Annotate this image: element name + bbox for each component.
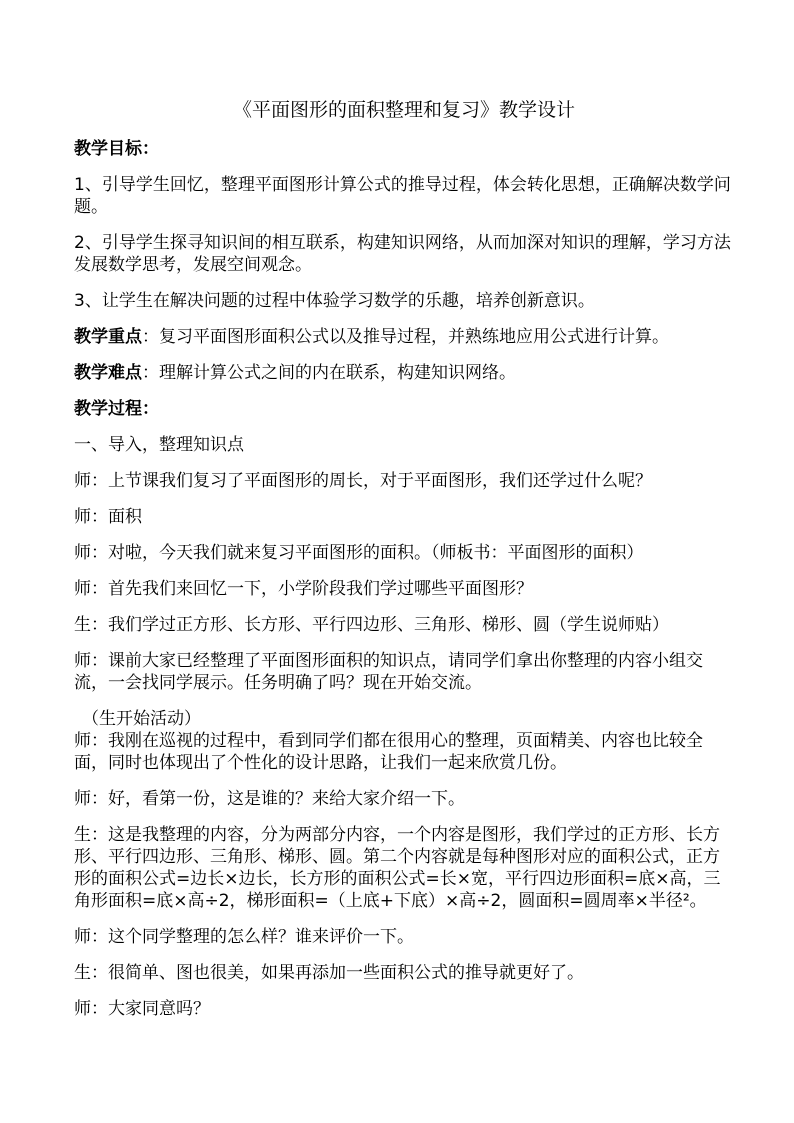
objective-1: 1、引导学生回忆，整理平面图形计算公式的推导过程，体会转化思想，正确解决数学问题。 <box>74 175 731 217</box>
section-1-heading: 一、导入，整理知识点 <box>74 435 244 455</box>
dialogue-line-12: 师：大家同意吗？ <box>74 999 210 1019</box>
dialogue-line-9: 生：这是我整理的内容，分为两部分内容，一个内容是图形，我们学过的正方形、长方形、平行四边形、三角形、梯形、圆。第二个内容就是每种图形对应的面积公式，正方形的面积公式=边长×边长，长方形的面积公式=长×宽，平行四边形面积=底×高，三角形面积=底×高÷2，梯形面积=（上底+下底）×高÷2，圆面积=圆周率×半径²。 <box>74 825 721 911</box>
dialogue-line-2: 师：面积 <box>74 507 142 527</box>
document-page <box>74 96 734 1034</box>
objective-3: 3、让学生在解决问题的过程中体验学习数学的乐趣，培养创新意识。 <box>74 291 595 311</box>
objective-2: 2、引导学生探寻知识间的相互联系，构建知识网络，从而加深对知识的理解，学习方法发展数学思考，发展空间观念。 <box>74 233 731 275</box>
key-points <box>74 326 734 348</box>
activity-note: （生开始活动） <box>82 709 201 729</box>
dialogue-line-3: 师：对啦，今天我们就来复习平面图形的面积。（师板书：平面图形的面积） <box>74 543 644 563</box>
dialogue-line-8: 师：好，看第一份，这是谁的？来给大家介绍一下。 <box>74 789 465 809</box>
difficulty-label: 教学难点 <box>74 363 142 383</box>
key-points-text: ：复习平面图形面积公式以及推导过程，并熟练地应用公式进行计算。 <box>142 327 669 347</box>
difficulty <box>74 362 734 384</box>
dialogue-line-1: 师：上节课我们复习了平面图形的周长，对于平面图形，我们还学过什么呢？ <box>74 471 652 491</box>
dialogue-line-10: 师：这个同学整理的怎么样？谁来评价一下。 <box>74 927 414 947</box>
dialogue-line-7: 师：我刚在巡视的过程中，看到同学们都在很用心的整理，页面精美、内容也比较全面，同时也体现出了个性化的设计思路，让我们一起来欣赏几份。 <box>74 731 703 773</box>
dialogue-line-6: 师：课前大家已经整理了平面图形面积的知识点，请同学们拿出你整理的内容小组交流，一会找同学展示。任务明确了吗？现在开始交流。 <box>74 651 703 693</box>
dialogue-line-4: 师：首先我们来回忆一下，小学阶段我们学过哪些平面图形？ <box>74 579 533 599</box>
difficulty-text: ：理解计算公式之间的内在联系，构建知识网络。 <box>142 363 516 383</box>
key-points-label: 教学重点 <box>74 327 142 347</box>
objectives-heading: 教学目标： <box>74 139 159 159</box>
dialogue-line-11: 生：很简单、图也很美，如果再添加一些面积公式的推导就更好了。 <box>74 963 584 983</box>
document-title: 《平面图形的面积整理和复习》教学设计 <box>232 99 575 121</box>
dialogue-line-5: 生：我们学过正方形、长方形、平行四边形、三角形、梯形、圆（学生说师贴） <box>74 615 669 635</box>
process-heading: 教学过程： <box>74 399 159 419</box>
